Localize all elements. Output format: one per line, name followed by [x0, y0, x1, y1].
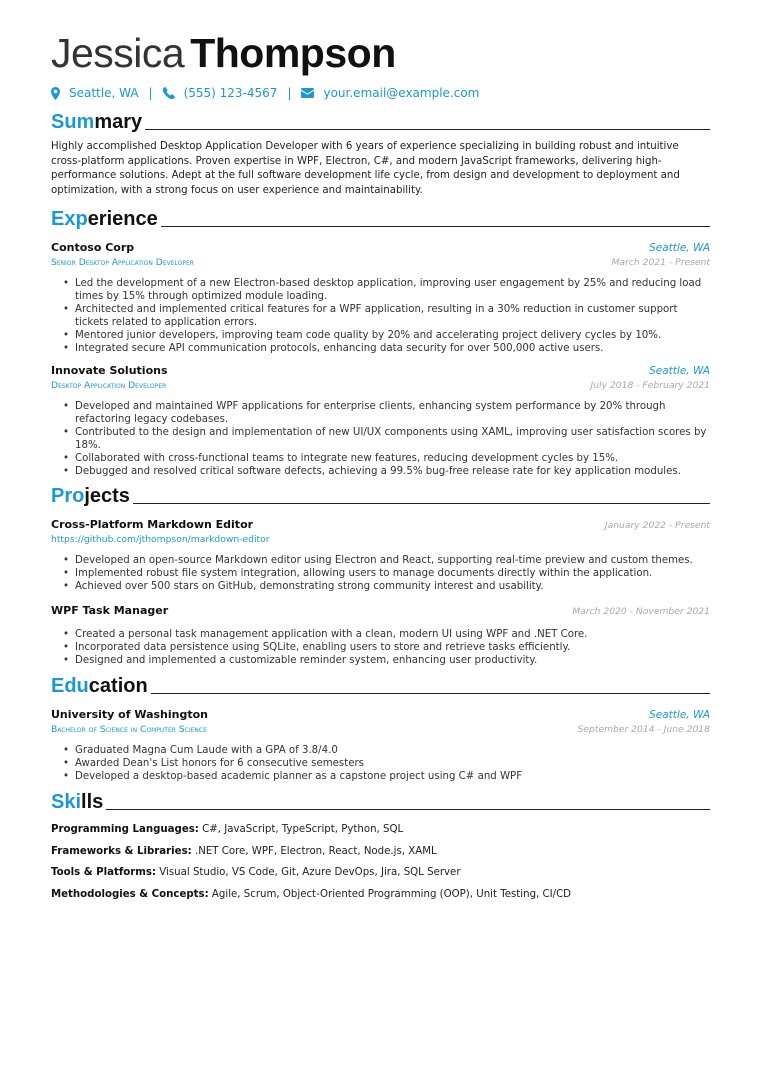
list-item: • Integrated secure API communication protocols, enhancing data security for over 500,000 active users. — [75, 342, 710, 355]
job-bullets — [51, 400, 710, 478]
school-location: Seattle, WA — [649, 709, 710, 722]
education-entry — [51, 707, 710, 783]
list-item: • Created a personal task management application with a clean, modern UI using WPF and .NET Core. — [75, 628, 710, 641]
job-dates: July 2018 - February 2021 — [590, 380, 710, 392]
resume-page — [51, 28, 710, 909]
list-item: • Achieved over 500 stars on GitHub, demonstrating strong community interest and usability. — [75, 580, 710, 593]
summary-text: Highly accomplished Desktop Application Developer with 6 years of experience specializing in building robust and intuitive cross-platform applications. Proven expertise in WPF, Electron, C#, and modern JavaScript frameworks, delivering high-performance solutions. Adept at the full software development life cycle, from design and development to deployment and optimization, with a strong focus on user experience and maintainability. — [51, 141, 680, 196]
last-name: Thompson — [190, 30, 396, 76]
list-item: • Developed a desktop-based academic planner as a capstone project using C# and WPF — [75, 770, 710, 783]
job-location: Seattle, WA — [649, 365, 710, 378]
job-title: Senior Desktop Application Developer — [51, 257, 194, 269]
envelope-icon — [301, 88, 314, 98]
job-bullets — [51, 277, 710, 355]
skill-values: C#, JavaScript, TypeScript, Python, SQL — [202, 824, 404, 836]
phone-icon — [163, 87, 175, 99]
education-bullets — [51, 744, 710, 783]
skills-section-header — [51, 791, 710, 813]
skill-category: Methodologies & Concepts: — [51, 888, 209, 900]
job-title: Desktop Application Developer — [51, 380, 167, 392]
project-entry — [51, 517, 710, 593]
project-dates: March 2020 - November 2021 — [572, 606, 710, 618]
list-item: • Developed and maintained WPF applications for enterprise clients, enhancing system performance by 20% through refactoring legacy codebases. — [75, 400, 710, 426]
project-dates: January 2022 - Present — [604, 520, 710, 532]
list-item: • Implemented robust file system integration, allowing users to manage documents directly within the application. — [75, 567, 710, 580]
map-marker-icon — [51, 87, 60, 100]
contact-location — [51, 86, 139, 100]
section-rule — [145, 129, 710, 130]
skill-category: Frameworks & Libraries: — [51, 845, 192, 857]
experience-entry — [51, 363, 710, 478]
phone-text: (555) 123-4567 — [183, 86, 278, 100]
section-title: Education — [51, 675, 148, 698]
section-rule — [161, 226, 710, 227]
list-item: • Debugged and resolved critical software defects, achieving a 99.5% bug-free release rate for key application modules. — [75, 465, 710, 478]
skill-line — [51, 866, 710, 880]
section-rule — [151, 693, 710, 694]
list-item: • Architected and implemented critical features for a WPF application, resulting in a 30% reduction in customer support tickets related to application errors. — [75, 303, 710, 329]
section-title: Summary — [51, 111, 143, 133]
list-item: • Graduated Magna Cum Laude with a GPA of 3.8/4.0 — [75, 744, 710, 757]
contact-separator: | — [148, 86, 153, 100]
company-name: Innovate Solutions — [51, 364, 168, 378]
section-title: Skills — [51, 791, 104, 814]
list-item: • Mentored junior developers, improving team code quality by 20% and accelerating project delivery cycles by 10%. — [75, 329, 710, 342]
list-item: • Incorporated data persistence using SQLite, enabling users to store and retrieve tasks efficiently. — [75, 641, 710, 654]
skill-line — [51, 888, 710, 902]
contact-separator: | — [287, 86, 292, 100]
project-name: Cross-Platform Markdown Editor — [51, 518, 254, 532]
project-entry — [51, 603, 710, 667]
list-item: • Contributed to the design and implementation of new UI/UX components using XAML, improving user satisfaction scores by 18%. — [75, 426, 710, 452]
job-dates: March 2021 - Present — [611, 257, 710, 269]
skill-values: .NET Core, WPF, Electron, React, Node.js, XAML — [194, 845, 437, 857]
section-title: Experience — [51, 208, 158, 231]
contact-bar — [51, 84, 710, 102]
skills-list — [51, 823, 710, 902]
email-link[interactable]: your.email@example.com — [323, 86, 480, 100]
skill-values: Visual Studio, VS Code, Git, Azure DevOps, Jira, SQL Server — [159, 867, 461, 879]
skill-line — [51, 823, 710, 837]
projects-section-header — [51, 485, 710, 507]
section-title: Projects — [51, 485, 130, 508]
list-item: • Designed and implemented a customizable reminder system, enhancing user productivity. — [75, 654, 710, 667]
project-link[interactable]: https://github.com/jthompson/markdown-editor — [51, 534, 270, 546]
section-rule — [133, 503, 710, 504]
contact-phone — [163, 86, 278, 100]
skill-line — [51, 845, 710, 859]
job-location: Seattle, WA — [649, 242, 710, 255]
section-rule — [106, 809, 710, 810]
degree-title: Bachelor of Science in Computer Science — [51, 724, 207, 736]
education-dates: September 2014 - June 2018 — [577, 724, 710, 736]
location-text: Seattle, WA — [69, 86, 139, 100]
list-item: • Collaborated with cross-functional teams to integrate new features, reducing development cycles by 15%. — [75, 452, 710, 465]
project-bullets — [51, 554, 710, 593]
education-section-header — [51, 675, 710, 697]
skill-category: Programming Languages: — [51, 824, 199, 836]
summary-section-header — [51, 111, 710, 133]
list-item: • Developed an open-source Markdown editor using Electron and React, supporting real-time preview and custom themes. — [75, 554, 710, 567]
contact-email[interactable] — [301, 86, 479, 100]
experience-entry — [51, 240, 710, 355]
company-name: Contoso Corp — [51, 241, 135, 255]
project-bullets — [51, 628, 710, 667]
first-name: Jessica — [51, 30, 185, 76]
school-name: University of Washington — [51, 708, 209, 722]
experience-section-header — [51, 208, 710, 230]
project-name: WPF Task Manager — [51, 604, 169, 618]
list-item: • Awarded Dean's List honors for 6 consecutive semesters — [75, 757, 710, 770]
candidate-name — [51, 28, 710, 78]
list-item: • Led the development of a new Electron-based desktop application, improving user engagement by 25% and reducing load times by 15% through optimized module loading. — [75, 277, 710, 303]
skill-values: Agile, Scrum, Object-Oriented Programming (OOP), Unit Testing, CI/CD — [211, 888, 572, 900]
skill-category: Tools & Platforms: — [51, 867, 157, 879]
